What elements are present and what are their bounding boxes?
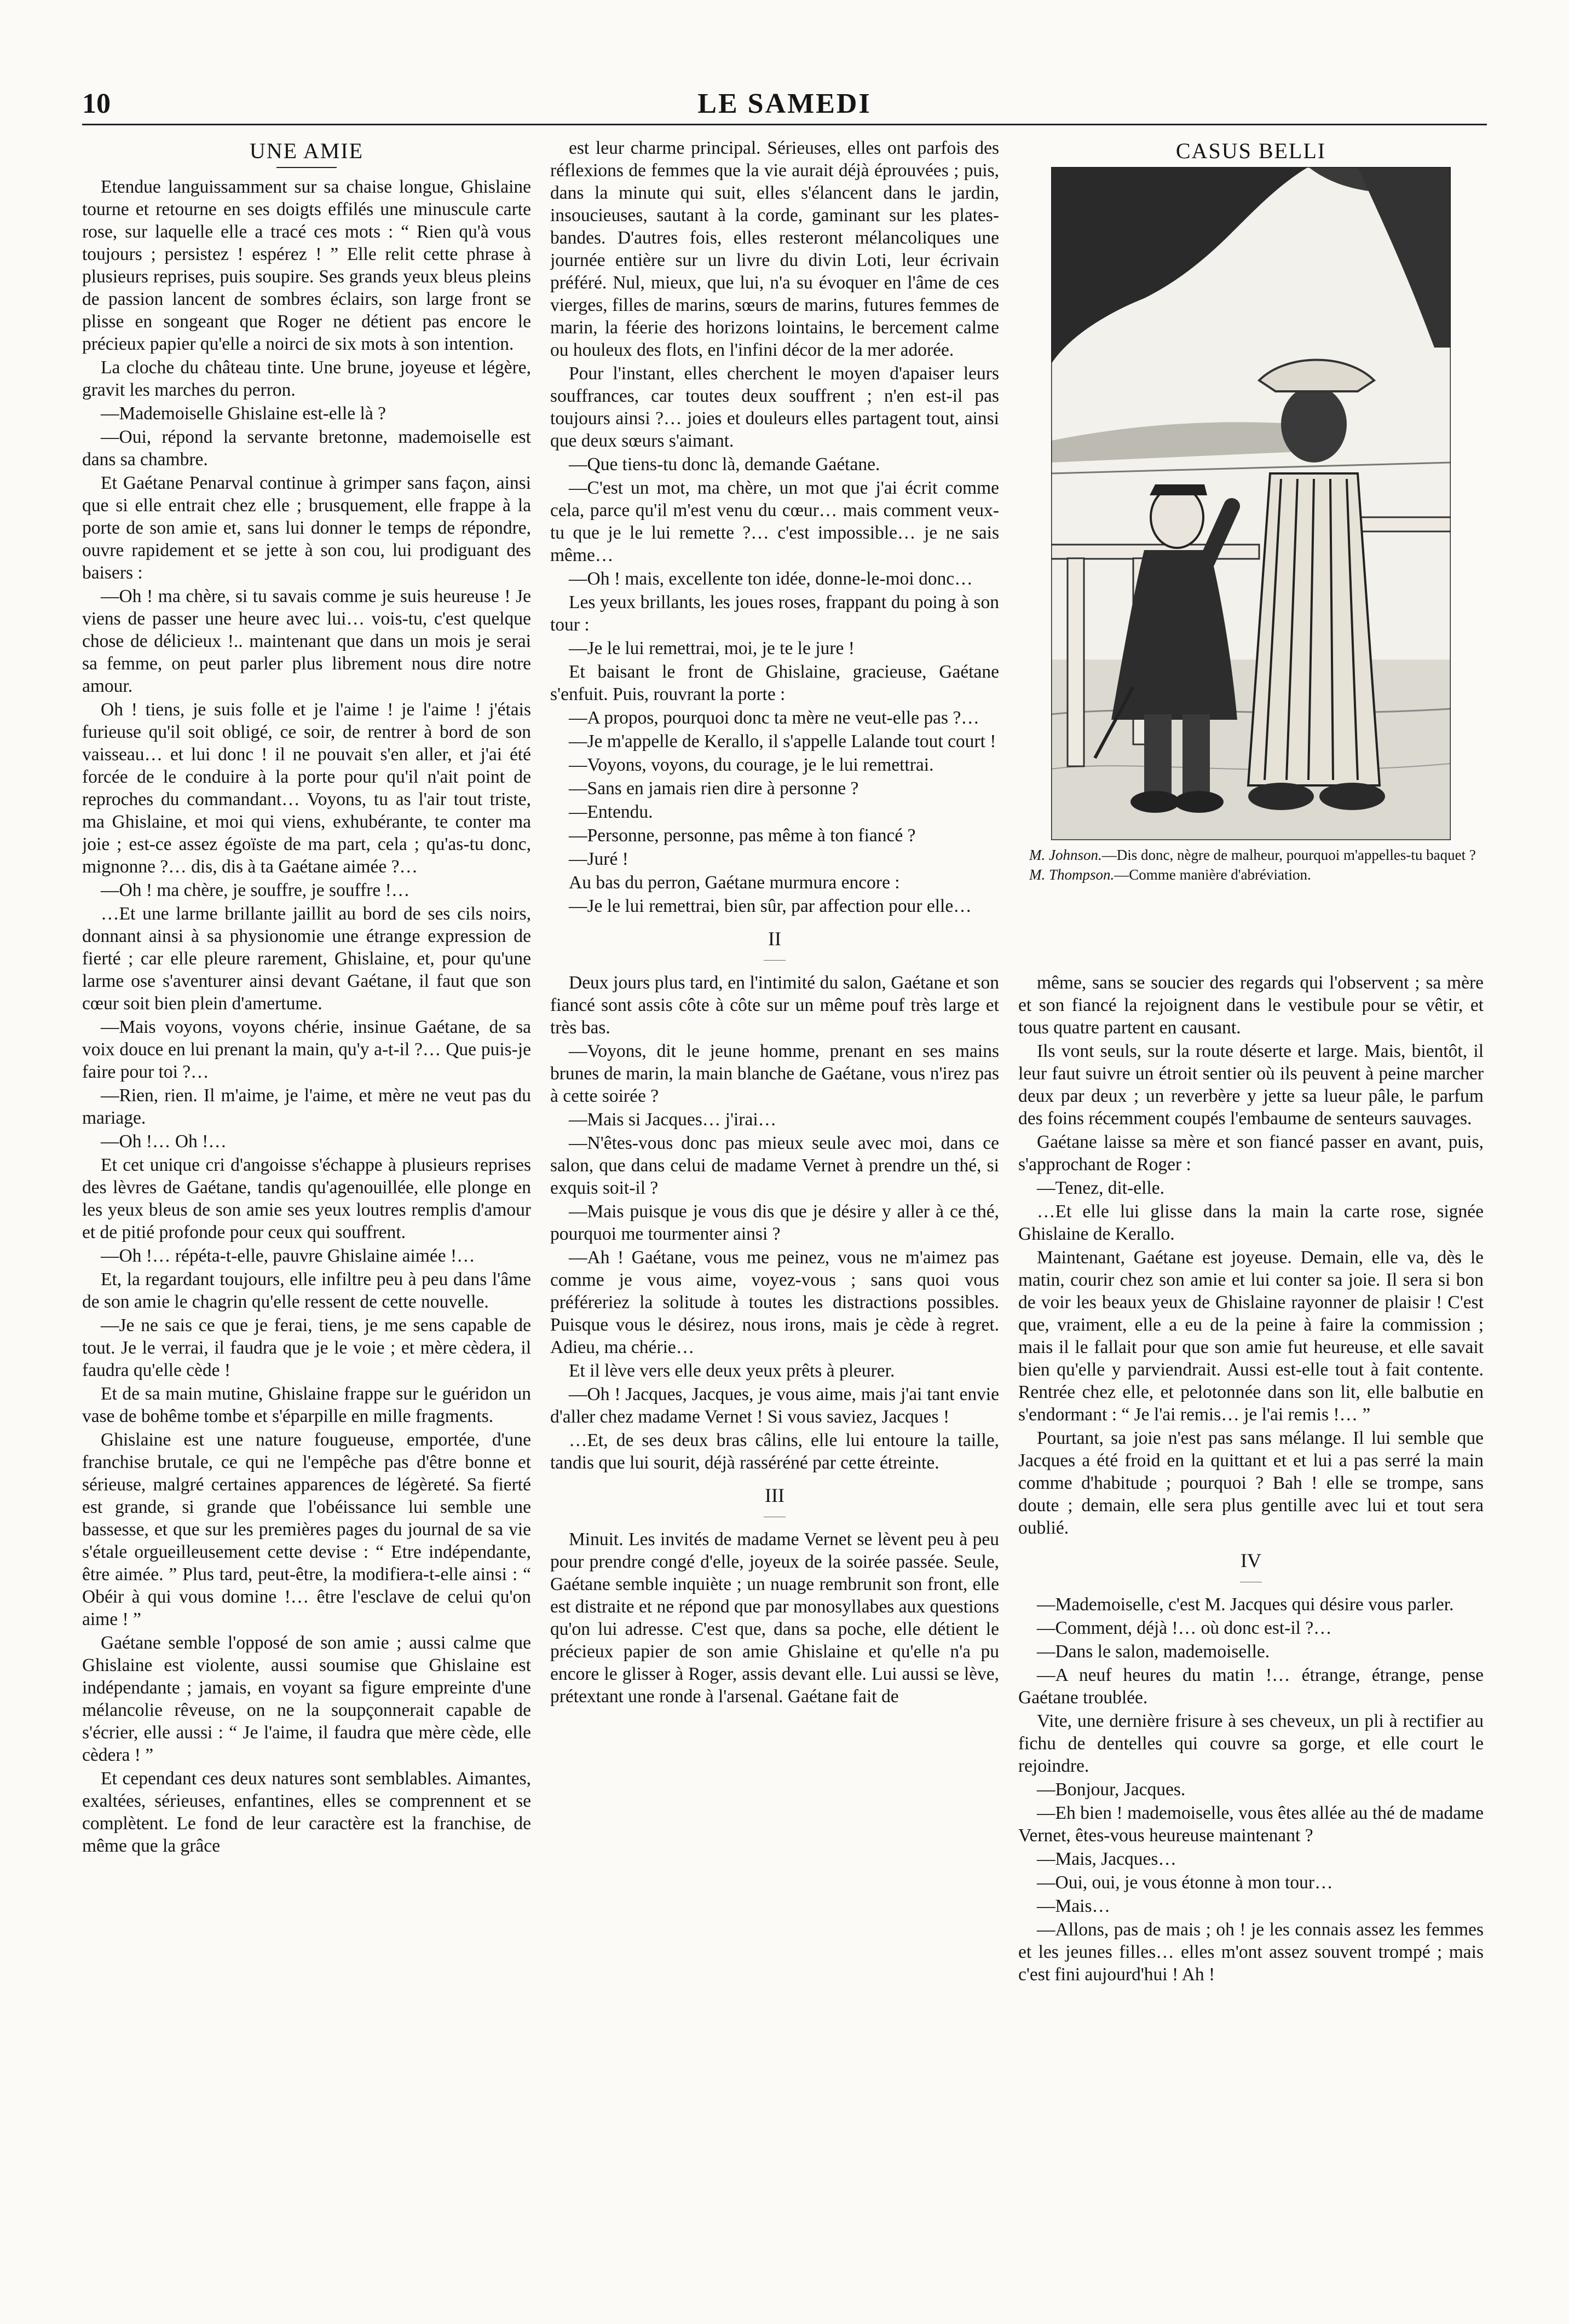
paragraph: —Je ne sais ce que je ferai, tiens, je me sens capable de tout. Je le verrai, il faudra que je le voie ; et mère cèdera, il faudra qu'elle cède ! [82,1315,531,1380]
story-part-3-continued [1018,972,1484,1539]
paragraph: —Je m'appelle de Kerallo, il s'appelle Lalande tout court ! [569,731,996,751]
paragraph: Ghislaine est une nature fougueuse, emportée, d'une franchise brutale, ce qui ne l'empêche pas d'être bonne et sérieuse, malgré certaines apparences de légèreté. Sa fierté est grande, si grande que l'obéissance lui semble une bassesse, et que sur les premières pages du journal de sa vie s'étale orgueilleusement cette devise : “ Etre indépendante, être aimée. ” Plus tard, peut-être, la modifiera-t-elle ainsi : “ Obéir à qui vous domine !… être l'esclave de celui qu'on aime ! ” [82,1430,531,1629]
section-heading-3: III [765,1484,785,1506]
column-3-text [1018,972,1484,2280]
paragraph: —Mais si Jacques… j'irai… [569,1109,777,1130]
paragraph: —Oh ! Jacques, Jacques, je vous aime, mais j'ai tant envie d'aller chez madame Vernet ! Si vous saviez, Jacques ! [550,1384,999,1427]
paragraph: même, sans se soucier des regards qui l'observent ; sa mère et son fiancé la rejoignent dans le vestibule pour se vêtir, et tous quatre partent en causant. [1018,973,1484,1038]
paragraph: Oh ! tiens, je suis folle et je l'aime ! je l'aime ! j'étais furieuse qu'il soit obligé, ce soir, de rentrer à bord de son vaisseau… et lui donc ! il ne pouvait s'en aller, et j'ai été forcée de le conduire à la porte pour qu'il n'ait point de reproches du commandant… Voyons, tu as l'air tout triste, ma Ghislaine, et moi qui viens, exhubérante, te conter ma joie ; est-ce assez égoïste de ma part, cela ; qu'as-tu donc, mignonne ?… dis, dis à ta Gaétane aimée ?… [82,699,531,877]
paragraph: —Mademoiselle, c'est M. Jacques qui désire vous parler. [1037,1594,1454,1615]
paragraph: …Et une larme brillante jaillit au bord de ses cils noirs, donnant ainsi à sa physionomie une étrange expression de fierté ; car elle pleure rarement, Ghislaine, et, pour qu'une larme ose s'aventurer ainsi devant Gaétane, il faut que son cœur soit bien plein d'amertume. [82,904,531,1014]
speaker-2-line: —Comme manière d'abréviation. [1114,866,1311,883]
newspaper-title: LE SAMEDI [697,88,872,119]
paragraph: Etendue languissamment sur sa chaise longue, Ghislaine tourne et retourne en ses doigts effilés une minuscule carte rose, sur laquelle elle a tracé ces mots : “ Rien qu'à vous toujours ; persistez ! espérez ! ” Elle relit cette phrase à plusieurs reprises, puis soupire. Ses grands yeux bleus pleins de passion lancent de sombres éclairs, son large front se plisse en songeant que Roger ne détient pas encore le précieux papier qu'elle a noirci de six mots à son intention. [82,177,531,354]
speaker-1-line: —Dis donc, nègre de malheur, pourquoi m'appelles-tu baquet ? [1101,847,1476,863]
paragraph: —Je le lui remettrai, bien sûr, par affection pour elle… [569,896,972,916]
paragraph: …Et elle lui glisse dans la main la carte rose, signée Ghislaine de Kerallo. [1018,1201,1484,1244]
paragraph: —A neuf heures du matin !… étrange, étrange, pense Gaétane troublée. [1018,1665,1484,1708]
paragraph: Et de sa main mutine, Ghislaine frappe sur le guéridon un vase de bohême tombe et s'éparpille en mille fragments. [82,1384,531,1426]
paragraph: La cloche du château tinte. Une brune, joyeuse et légère, gravit les marches du perron. [82,357,531,400]
paragraph: —Oui, répond la servante bretonne, mademoiselle est dans sa chambre. [82,427,531,470]
story-part-1-continued [550,137,999,917]
speaker-1: M. Johnson. [1029,847,1102,863]
story-part-2 [550,972,999,1474]
paragraph: Et, la regardant toujours, elle infiltre peu à peu dans l'âme de son amie le chagrin qu'elle ressent de cette nouvelle. [82,1269,531,1312]
story-part-4 [1018,1593,1484,1986]
paragraph: Minuit. Les invités de madame Vernet se lèvent peu à peu pour prendre congé d'elle, joyeux de la soirée passée. Seule, Gaétane semble inquiète ; un nuage rembrunit son front, elle est distraite et ne répond que par monosyllabes aux questions qu'on lui adresse. C'est que, dans sa poche, elle détient le précieux papier de son amie Ghislaine et qu'elle n'a pu encore le glisser à Roger, assis devant elle. Lui aussi se lève, prétextant une ronde à l'arsenal. Gaétane fait de [550,1529,999,1707]
paragraph: Ils vont seuls, sur la route déserte et large. Mais, bientôt, il leur faut suivre un étroit sentier où ils peuvent à peine marcher deux par deux ; un reverbère y jette sa lueur pâle, le parfum des foins récemment coupés l'embaume de senteurs sauvages. [1018,1041,1484,1129]
paragraph: —Je le lui remettrai, moi, je te le jure ! [569,638,855,658]
paragraph: Et il lève vers elle deux yeux prêts à pleurer. [569,1361,895,1381]
column-2 [550,137,999,2280]
paragraph: —Mais… [1037,1896,1110,1916]
paragraph: —Oui, oui, je vous étonne à mon tour… [1037,1872,1333,1893]
paragraph: —Entendu. [569,802,653,822]
story-title: UNE AMIE [249,138,364,163]
paragraph: —Bonjour, Jacques. [1037,1779,1186,1800]
paragraph: Gaétane laisse sa mère et son fiancé passer en avant, puis, s'approchant de Roger : [1018,1132,1484,1175]
paragraph: —Mais, Jacques… [1037,1849,1176,1869]
paragraph: Gaétane semble l'opposé de son amie ; aussi calme que Ghislaine est violente, aussi soumise que Ghislaine est indépendante ; jamais, en voyant sa figure empreinte d'une mélancolie rêveuse, on ne la soupçonnerait capable de s'écrier, elle aussi : “ Je l'aime, il faudra que mère cède, elle cèdera ! ” [82,1633,531,1765]
section-heading-4: IV [1241,1550,1261,1571]
paragraph: —N'êtes-vous donc pas mieux seule avec moi, dans ce salon, que dans celui de madame Vernet à prendre un thé, si exquis soit-il ? [550,1133,999,1198]
paragraph: —Juré ! [569,849,628,869]
speaker-2: M. Thompson. [1029,866,1115,883]
paragraph: —Personne, personne, pas même à ton fiancé ? [569,825,916,846]
paragraph: —Oh ! ma chère, je souffre, je souffre !… [101,880,410,900]
paragraph: Et cependant ces deux natures sont semblables. Aimantes, exaltées, sérieuses, enfantines, elles se comprennent et se complètent. Le fond de leur caractère est la franchise, de même que la grâce [82,1768,531,1856]
paragraph: Et Gaétane Penarval continue à grimper sans façon, ainsi que si elle entrait chez elle ; brusquement, elle frappe à la porte de son amie et, sans lui donner le temps de répondre, ouvre rapidement et se jette à son cou, lui prodiguant des baisers : [82,473,531,583]
paragraph: —Rien, rien. Il m'aime, je l'aime, et mère ne veut pas du mariage. [82,1085,531,1128]
paragraph: Vite, une dernière frisure à ses cheveux, un pli à rectifier au fichu de dentelles qui couvre sa gorge, et elle court le rejoindre. [1018,1711,1484,1776]
paragraph: Deux jours plus tard, en l'intimité du salon, Gaétane et son fiancé sont assis côte à côte sur un même pouf très large et très bas. [550,973,999,1038]
story-part-1 [82,176,531,1857]
paragraph: —Voyons, dit le jeune homme, prenant en ses mains brunes de marin, la main blanche de Gaétane, vous n'irez pas à cette soirée ? [550,1041,999,1106]
paragraph: —Oh ! ma chère, si tu savais comme je suis heureuse ! Je viens de passer une heure avec lui… vois-tu, c'est quelque chose de délicieux !.. maintenant que dans un mois je serai sa femme, on peut parler plus librement nous dire notre amour. [82,586,531,696]
cartoon-illustration [1051,167,1451,840]
paragraph: —Mais voyons, voyons chérie, insinue Gaétane, de sa voix douce en lui prenant la main, qu'y a-t-il ?… Que puis-je faire pour toi ?… [82,1017,531,1082]
paragraph: Pour l'instant, elles cherchent le moyen d'apaiser leurs souffrances, car toutes deux souffrent ; n'en est-il pas toujours ainsi ?… joies et douleurs elles partagent tout, ainsi que deux sœurs s'aimant. [550,363,999,451]
paragraph: Les yeux brillants, les joues roses, frappant du poing à son tour : [550,592,999,635]
paragraph: —Voyons, voyons, du courage, je le lui remettrai. [569,755,934,775]
paragraph: …Et, de ses deux bras câlins, elle lui entoure la taille, tandis que lui sourit, déjà rasséréné par cette étreinte. [550,1430,999,1473]
paragraph: Et cet unique cri d'angoisse s'échappe à plusieurs reprises des lèvres de Gaétane, tandis qu'agenouillée, elle plonge en les yeux bleus de son amie ses yeux loutres remplis d'amour et de pitié profonde pour ceux qui souffrent. [82,1155,531,1242]
paragraph: —Oh !… Oh !… [101,1131,227,1152]
cartoon-drawing [1051,167,1451,840]
paragraph: —Allons, pas de mais ; oh ! je les connais assez les femmes et les jeunes filles… elles m'ont assez souvent trompé ; mais c'est fini aujourd'hui ! Ah ! [1018,1920,1484,1985]
title-rule [276,167,337,168]
paragraph: —Sans en jamais rien dire à personne ? [569,778,859,799]
paragraph: —Comment, déjà !… où donc est-il ?… [1037,1618,1332,1638]
section-heading-2: II [768,928,781,950]
paragraph: —Dans le salon, mademoiselle. [1037,1641,1270,1662]
paragraph: —Tenez, dit-elle. [1037,1178,1164,1198]
cartoon-caption [1029,846,1484,884]
story-part-3 [550,1528,999,1708]
paragraph: —Oh ! mais, excellente ton idée, donne-le-moi donc… [569,569,973,589]
paragraph: —Mademoiselle Ghislaine est-elle là ? [101,403,386,424]
paragraph: —C'est un mot, ma chère, un mot que j'ai écrit comme cela, parce qu'il m'est venu du cœur… mais comment veux-tu que je le lui remette ?… c'est impossible… je ne sais même… [550,478,999,565]
paragraph: —Mais puisque je vous dis que je désire y aller à ce thé, pourquoi me tourmenter ainsi ? [550,1201,999,1244]
section-rule [764,960,786,961]
paragraph: —A propos, pourquoi donc ta mère ne veut-elle pas ?… [569,708,979,728]
column-1 [82,137,531,2280]
paragraph: —Oh !… répéta-t-elle, pauvre Ghislaine aimée !… [101,1246,475,1266]
paragraph: —Eh bien ! mademoiselle, vous êtes allée au thé de madame Vernet, êtes-vous heureuse maintenant ? [1018,1803,1484,1846]
page-number: 10 [82,88,111,119]
paragraph: Au bas du perron, Gaétane murmura encore : [569,872,900,893]
paragraph: est leur charme principal. Sérieuses, elles ont parfois des réflexions de femmes que la vie aurait déjà éprouvées ; puis, dans la minute qui suit, elles s'élancent dans le jardin, insoucieuses, sautant à la corde, gaminant sur les plates-bandes. D'autres fois, elles resteront mélancoliques une journée entière sur un livre du divin Loti, leur écrivain préféré. Nul, mieux, que lui, n'a su évoquer en l'âme de ces vierges, filles de marins, sœurs de marins, futures femmes de marin, la féerie des horizons lointains, le bercement calme ou houleux des flots, en l'infini décor de la mer adorée. [550,138,999,360]
header-rule [82,124,1487,125]
paragraph: —Que tiens-tu donc là, demande Gaétane. [569,454,880,475]
paragraph: Et baisant le front de Ghislaine, gracieuse, Gaétane s'enfuit. Puis, rouvrant la porte : [550,662,999,704]
cartoon-title: CASUS BELLI [1175,138,1326,163]
paragraph: Pourtant, sa joie n'est pas sans mélange. Il lui semble que Jacques a été froid en la quittant et et lui a pas serré la main comme d'habitude ; pourquoi ? Bah ! elle se trompe, sans doute ; demain, elle sera plus gentille avec lui et tout sera oublié. [1018,1428,1484,1538]
paragraph: Maintenant, Gaétane est joyeuse. Demain, elle va, dès le matin, courir chez son amie et lui conter sa joie. Il sera si bon de voir les beaux yeux de Ghislaine rayonner de plaisir ! C'est que, vraiment, elle a eu de la peine à faire la commission ; mais il le fallait pour que son amie fut heureuse, et elle savait bien qu'elle y parviendrait. Aussi est-elle tout à fait contente. Rentrée chez elle, et pelotonnée dans son lit, elle balbutie en s'endormant : “ Je l'ai remis… je l'ai remis !… ” [1018,1247,1484,1425]
paragraph: —Ah ! Gaétane, vous me peinez, vous ne m'aimez pas comme je vous aime, voyez-vous ; sans quoi vous préféreriez la solitude à toutes les distractions possibles. Puisque vous le désirez, nous irons, mais je cède à regret. Adieu, ma chérie… [550,1247,999,1357]
